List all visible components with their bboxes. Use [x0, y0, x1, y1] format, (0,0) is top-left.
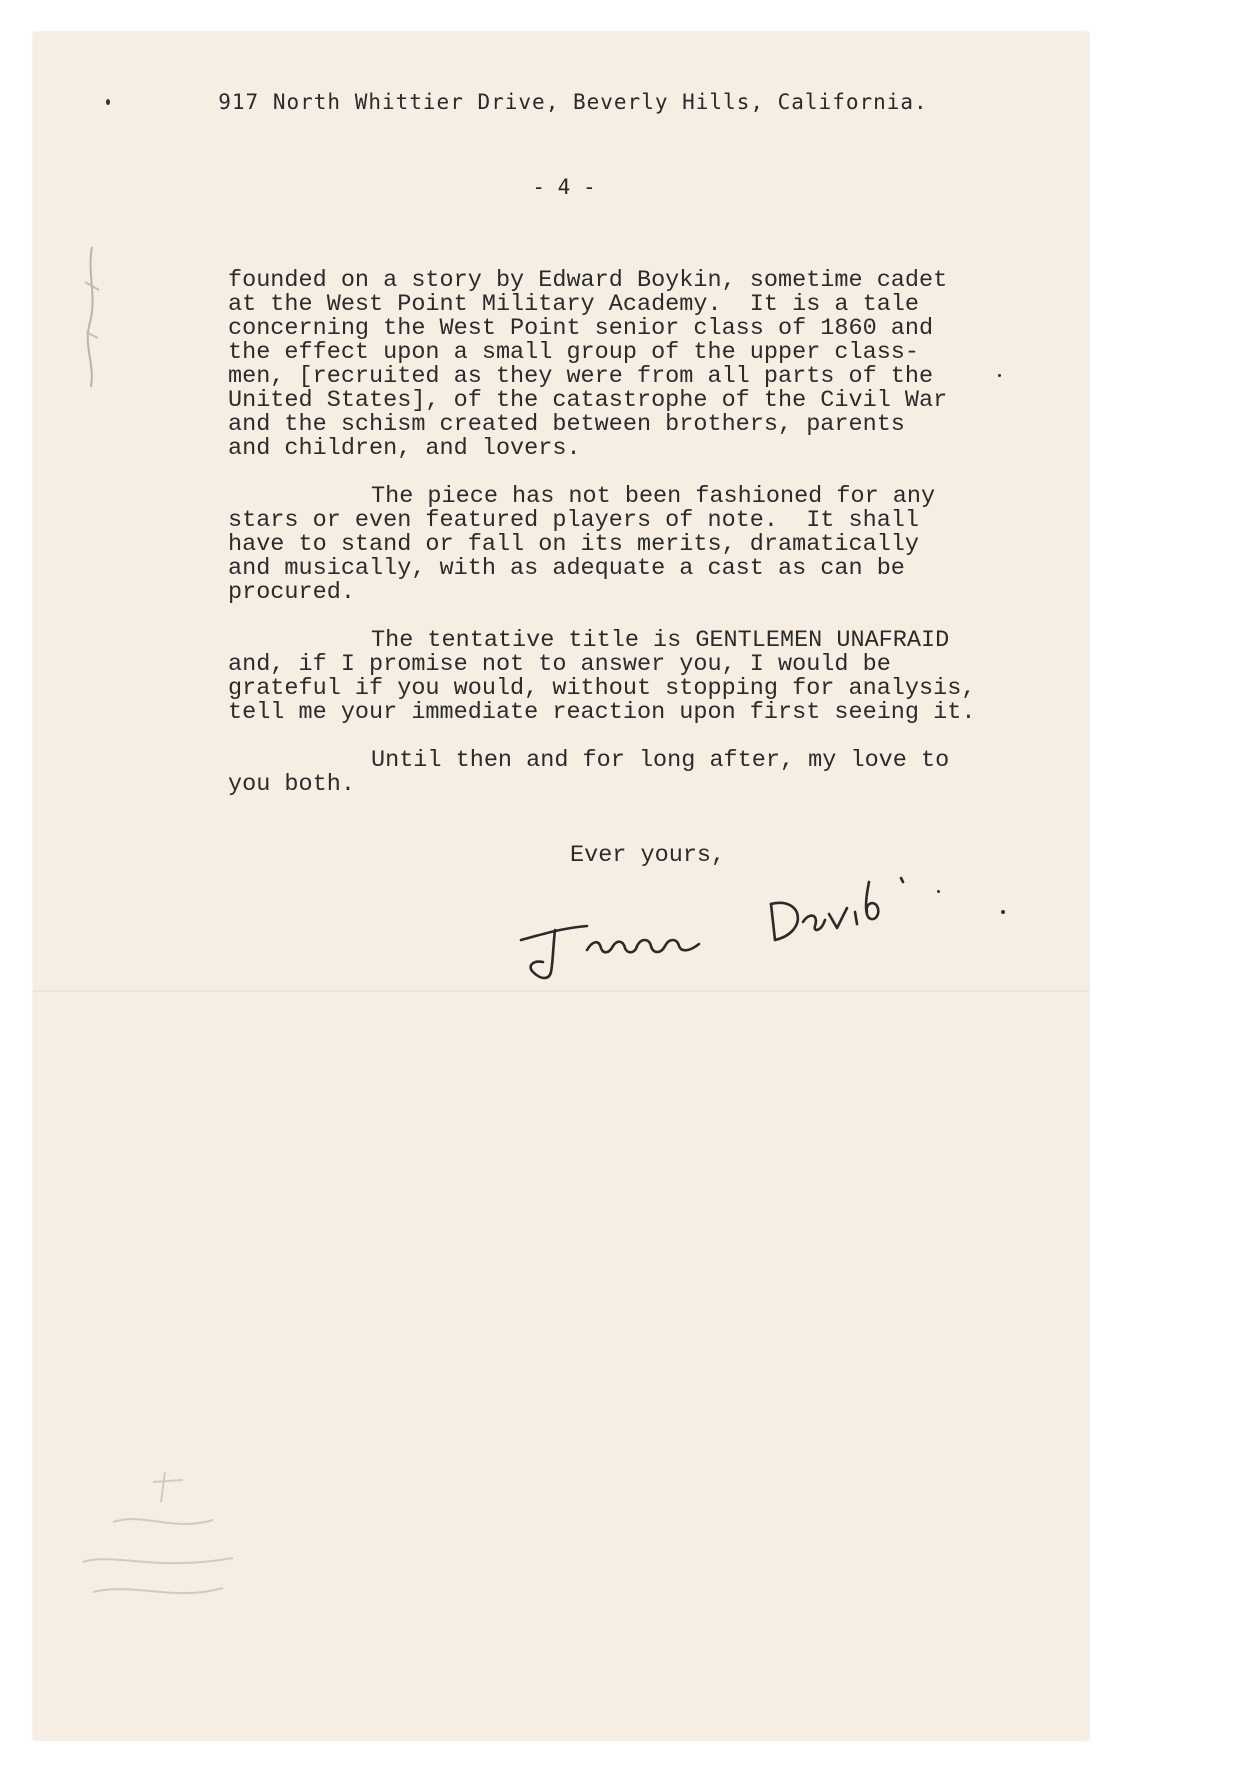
ink-speck [937, 890, 940, 893]
text-line: founded on a story by Edward Boykin, sometime cadet [228, 267, 948, 294]
letterhead-address: 917 North Whittier Drive, Beverly Hills, California. [218, 90, 928, 114]
pencil-margin-note [77, 242, 107, 392]
text-line: and children, and lovers. [228, 435, 581, 462]
closing-salutation: Ever yours, [570, 842, 726, 869]
text-line: men, [recruited as they were from all parts of the [228, 363, 934, 390]
pencil-inventory-notes [53, 1462, 253, 1622]
text-line: at the West Point Military Academy. It is a tale [228, 291, 920, 318]
handwritten-signature [503, 822, 923, 992]
text-line: The piece has not been fashioned for any [371, 483, 936, 510]
letter-body [228, 269, 1008, 797]
text-line: and the schism created between brothers, parents [228, 411, 905, 438]
paragraph-4 [228, 749, 1008, 797]
text-line: United States], of the catastrophe of the Civil War [228, 387, 948, 414]
text-line: concerning the West Point senior class of 1860 and [228, 315, 934, 342]
ink-speck [1001, 910, 1005, 914]
text-line: procured. [228, 579, 355, 606]
text-line: tell me your immediate reaction upon first seeing it. [228, 699, 976, 726]
text-line: have to stand or fall on its merits, dramatically [228, 531, 920, 558]
letter-page [33, 32, 1089, 1740]
text-line: The tentative title is GENTLEMEN UNAFRAID [371, 627, 950, 654]
text-line: and musically, with as adequate a cast as can be [228, 555, 905, 582]
text-line: Until then and for long after, my love to [371, 747, 950, 774]
text-line: the effect upon a small group of the upper class- [228, 339, 920, 366]
page-number: - 4 - [532, 175, 596, 199]
text-line: you both. [228, 771, 355, 798]
paragraph-1 [228, 269, 1008, 461]
paragraph-2 [228, 485, 1008, 605]
text-line: and, if I promise not to answer you, I would be [228, 651, 891, 678]
text-line: grateful if you would, without stopping for analysis, [228, 675, 976, 702]
paragraph-3 [228, 629, 1008, 725]
text-line: stars or even featured players of note. It shall [228, 507, 920, 534]
